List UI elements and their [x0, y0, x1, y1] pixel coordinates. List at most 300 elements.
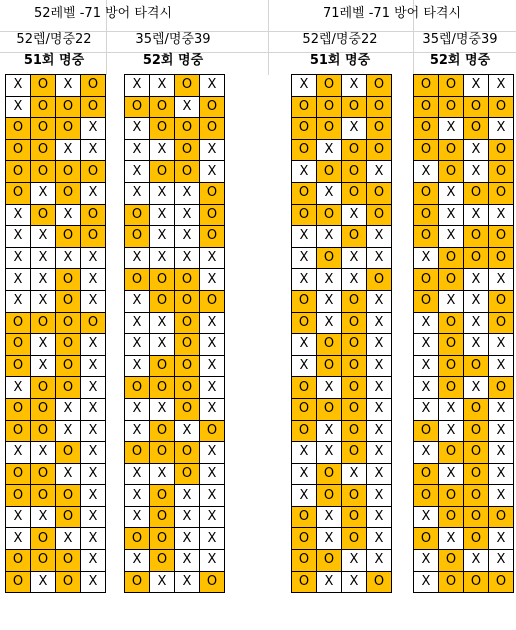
hit-cell[interactable]: O [414, 118, 439, 140]
hit-cell[interactable]: O [464, 506, 489, 528]
miss-cell[interactable]: X [439, 463, 464, 485]
hit-cell[interactable]: O [317, 463, 342, 485]
hit-cell[interactable]: O [31, 528, 56, 550]
miss-cell[interactable]: X [81, 269, 106, 291]
miss-cell[interactable]: X [200, 269, 225, 291]
miss-cell[interactable]: X [367, 550, 392, 572]
miss-cell[interactable]: X [175, 528, 200, 550]
miss-cell[interactable]: X [367, 420, 392, 442]
hit-cell[interactable]: O [31, 96, 56, 118]
miss-cell[interactable]: X [6, 377, 31, 399]
hit-cell[interactable]: O [464, 528, 489, 550]
hit-cell[interactable]: O [200, 96, 225, 118]
hit-cell[interactable]: O [342, 377, 367, 399]
miss-cell[interactable]: X [292, 355, 317, 377]
hit-cell[interactable]: O [439, 355, 464, 377]
hit-cell[interactable]: O [367, 571, 392, 593]
miss-cell[interactable]: X [175, 247, 200, 269]
miss-cell[interactable]: X [31, 442, 56, 464]
hit-cell[interactable]: O [31, 75, 56, 97]
hit-cell[interactable]: O [489, 290, 514, 312]
hit-cell[interactable]: O [56, 550, 81, 572]
miss-cell[interactable]: X [125, 485, 150, 507]
miss-cell[interactable]: X [200, 355, 225, 377]
hit-cell[interactable]: O [342, 182, 367, 204]
miss-cell[interactable]: X [81, 528, 106, 550]
miss-cell[interactable]: X [175, 506, 200, 528]
hit-cell[interactable]: O [292, 398, 317, 420]
miss-cell[interactable]: X [125, 161, 150, 183]
hit-cell[interactable]: O [6, 334, 31, 356]
miss-cell[interactable]: X [367, 506, 392, 528]
hit-cell[interactable]: O [342, 528, 367, 550]
miss-cell[interactable]: X [342, 118, 367, 140]
hit-cell[interactable]: O [489, 139, 514, 161]
miss-cell[interactable]: X [317, 528, 342, 550]
hit-cell[interactable]: O [292, 420, 317, 442]
hit-cell[interactable]: O [464, 182, 489, 204]
miss-cell[interactable]: X [342, 247, 367, 269]
hit-cell[interactable]: O [175, 269, 200, 291]
hit-cell[interactable]: O [150, 420, 175, 442]
miss-cell[interactable]: X [292, 463, 317, 485]
miss-cell[interactable]: X [31, 334, 56, 356]
miss-cell[interactable]: X [125, 139, 150, 161]
miss-cell[interactable]: X [200, 334, 225, 356]
hit-cell[interactable]: O [439, 96, 464, 118]
miss-cell[interactable]: X [489, 550, 514, 572]
miss-cell[interactable]: X [150, 75, 175, 97]
miss-cell[interactable]: X [81, 118, 106, 140]
miss-cell[interactable]: X [414, 571, 439, 593]
miss-cell[interactable]: X [125, 118, 150, 140]
hit-cell[interactable]: O [414, 204, 439, 226]
hit-cell[interactable]: O [125, 226, 150, 248]
hit-cell[interactable]: O [317, 161, 342, 183]
miss-cell[interactable]: X [317, 182, 342, 204]
miss-cell[interactable]: X [150, 463, 175, 485]
miss-cell[interactable]: X [317, 290, 342, 312]
miss-cell[interactable]: X [367, 398, 392, 420]
miss-cell[interactable]: X [150, 139, 175, 161]
hit-cell[interactable]: O [317, 247, 342, 269]
miss-cell[interactable]: X [175, 420, 200, 442]
hit-cell[interactable]: O [439, 161, 464, 183]
miss-cell[interactable]: X [292, 75, 317, 97]
hit-cell[interactable]: O [464, 247, 489, 269]
hit-cell[interactable]: O [125, 96, 150, 118]
hit-cell[interactable]: O [414, 96, 439, 118]
miss-cell[interactable]: X [414, 312, 439, 334]
miss-cell[interactable]: X [81, 442, 106, 464]
hit-cell[interactable]: O [464, 118, 489, 140]
hit-cell[interactable]: O [31, 204, 56, 226]
hit-cell[interactable]: O [292, 118, 317, 140]
hit-cell[interactable]: O [439, 75, 464, 97]
miss-cell[interactable]: X [367, 442, 392, 464]
hit-cell[interactable]: O [150, 550, 175, 572]
miss-cell[interactable]: X [439, 204, 464, 226]
miss-cell[interactable]: X [439, 528, 464, 550]
hit-cell[interactable]: O [6, 571, 31, 593]
hit-cell[interactable]: O [439, 485, 464, 507]
miss-cell[interactable]: X [489, 463, 514, 485]
hit-cell[interactable]: O [342, 96, 367, 118]
miss-cell[interactable]: X [175, 571, 200, 593]
miss-cell[interactable]: X [6, 75, 31, 97]
miss-cell[interactable]: X [175, 485, 200, 507]
miss-cell[interactable]: X [464, 161, 489, 183]
hit-cell[interactable]: O [342, 139, 367, 161]
miss-cell[interactable]: X [367, 355, 392, 377]
miss-cell[interactable]: X [125, 355, 150, 377]
hit-cell[interactable]: O [6, 485, 31, 507]
hit-cell[interactable]: O [342, 442, 367, 464]
miss-cell[interactable]: X [367, 226, 392, 248]
miss-cell[interactable]: X [367, 290, 392, 312]
hit-cell[interactable]: O [292, 377, 317, 399]
hit-cell[interactable]: O [489, 96, 514, 118]
hit-cell[interactable]: O [414, 269, 439, 291]
hit-cell[interactable]: O [414, 463, 439, 485]
miss-cell[interactable]: X [6, 506, 31, 528]
miss-cell[interactable]: X [125, 247, 150, 269]
hit-cell[interactable]: O [292, 204, 317, 226]
hit-cell[interactable]: O [439, 312, 464, 334]
miss-cell[interactable]: X [317, 442, 342, 464]
miss-cell[interactable]: X [292, 226, 317, 248]
hit-cell[interactable]: O [31, 550, 56, 572]
hit-cell[interactable]: O [175, 139, 200, 161]
hit-cell[interactable]: O [56, 485, 81, 507]
miss-cell[interactable]: X [439, 182, 464, 204]
miss-cell[interactable]: X [56, 204, 81, 226]
miss-cell[interactable]: X [31, 269, 56, 291]
miss-cell[interactable]: X [150, 398, 175, 420]
hit-cell[interactable]: O [125, 571, 150, 593]
hit-cell[interactable]: O [292, 139, 317, 161]
hit-cell[interactable]: O [150, 96, 175, 118]
hit-cell[interactable]: O [81, 96, 106, 118]
hit-cell[interactable]: O [489, 571, 514, 593]
hit-cell[interactable]: O [81, 75, 106, 97]
hit-cell[interactable]: O [150, 442, 175, 464]
miss-cell[interactable]: X [342, 571, 367, 593]
hit-cell[interactable]: O [31, 139, 56, 161]
hit-cell[interactable]: O [31, 485, 56, 507]
miss-cell[interactable]: X [6, 442, 31, 464]
hit-cell[interactable]: O [489, 377, 514, 399]
miss-cell[interactable]: X [367, 247, 392, 269]
miss-cell[interactable]: X [6, 247, 31, 269]
hit-cell[interactable]: O [56, 269, 81, 291]
hit-cell[interactable]: O [56, 161, 81, 183]
hit-cell[interactable]: O [150, 485, 175, 507]
miss-cell[interactable]: X [292, 161, 317, 183]
hit-cell[interactable]: O [464, 355, 489, 377]
hit-cell[interactable]: O [56, 226, 81, 248]
hit-cell[interactable]: O [56, 506, 81, 528]
miss-cell[interactable]: X [81, 463, 106, 485]
miss-cell[interactable]: X [56, 247, 81, 269]
miss-cell[interactable]: X [414, 355, 439, 377]
hit-cell[interactable]: O [292, 571, 317, 593]
miss-cell[interactable]: X [150, 226, 175, 248]
miss-cell[interactable]: X [414, 161, 439, 183]
hit-cell[interactable]: O [56, 442, 81, 464]
hit-cell[interactable]: O [317, 118, 342, 140]
hit-cell[interactable]: O [6, 463, 31, 485]
hit-cell[interactable]: O [317, 550, 342, 572]
hit-cell[interactable]: O [6, 161, 31, 183]
miss-cell[interactable]: X [81, 355, 106, 377]
hit-cell[interactable]: O [31, 312, 56, 334]
hit-cell[interactable]: O [150, 118, 175, 140]
miss-cell[interactable]: X [150, 334, 175, 356]
miss-cell[interactable]: X [125, 506, 150, 528]
hit-cell[interactable]: O [342, 161, 367, 183]
miss-cell[interactable]: X [125, 75, 150, 97]
miss-cell[interactable]: X [317, 506, 342, 528]
miss-cell[interactable]: X [200, 75, 225, 97]
hit-cell[interactable]: O [175, 442, 200, 464]
hit-cell[interactable]: O [31, 398, 56, 420]
hit-cell[interactable]: O [175, 355, 200, 377]
hit-cell[interactable]: O [439, 334, 464, 356]
hit-cell[interactable]: O [31, 118, 56, 140]
miss-cell[interactable]: X [367, 334, 392, 356]
hit-cell[interactable]: O [342, 226, 367, 248]
hit-cell[interactable]: O [292, 528, 317, 550]
miss-cell[interactable]: X [317, 571, 342, 593]
miss-cell[interactable]: X [200, 377, 225, 399]
hit-cell[interactable]: O [317, 204, 342, 226]
hit-cell[interactable]: O [200, 290, 225, 312]
hit-cell[interactable]: O [292, 290, 317, 312]
hit-cell[interactable]: O [342, 506, 367, 528]
miss-cell[interactable]: X [125, 463, 150, 485]
hit-cell[interactable]: O [414, 420, 439, 442]
hit-cell[interactable]: O [150, 377, 175, 399]
hit-cell[interactable]: O [56, 571, 81, 593]
hit-cell[interactable]: O [175, 377, 200, 399]
hit-cell[interactable]: O [317, 398, 342, 420]
miss-cell[interactable]: X [200, 506, 225, 528]
hit-cell[interactable]: O [56, 182, 81, 204]
miss-cell[interactable]: X [6, 290, 31, 312]
hit-cell[interactable]: O [175, 161, 200, 183]
hit-cell[interactable]: O [367, 269, 392, 291]
hit-cell[interactable]: O [367, 182, 392, 204]
miss-cell[interactable]: X [81, 334, 106, 356]
hit-cell[interactable]: O [175, 463, 200, 485]
miss-cell[interactable]: X [464, 290, 489, 312]
miss-cell[interactable]: X [367, 161, 392, 183]
hit-cell[interactable]: O [200, 118, 225, 140]
hit-cell[interactable]: O [367, 75, 392, 97]
hit-cell[interactable]: O [56, 355, 81, 377]
miss-cell[interactable]: X [175, 204, 200, 226]
miss-cell[interactable]: X [200, 247, 225, 269]
miss-cell[interactable]: X [6, 528, 31, 550]
hit-cell[interactable]: O [6, 118, 31, 140]
hit-cell[interactable]: O [489, 247, 514, 269]
hit-cell[interactable]: O [342, 290, 367, 312]
hit-cell[interactable]: O [31, 161, 56, 183]
miss-cell[interactable]: X [414, 334, 439, 356]
miss-cell[interactable]: X [200, 528, 225, 550]
hit-cell[interactable]: O [464, 463, 489, 485]
miss-cell[interactable]: X [150, 204, 175, 226]
hit-cell[interactable]: O [414, 290, 439, 312]
miss-cell[interactable]: X [342, 550, 367, 572]
miss-cell[interactable]: X [464, 139, 489, 161]
hit-cell[interactable]: O [81, 204, 106, 226]
miss-cell[interactable]: X [150, 571, 175, 593]
miss-cell[interactable]: X [31, 247, 56, 269]
hit-cell[interactable]: O [464, 420, 489, 442]
miss-cell[interactable]: X [489, 204, 514, 226]
hit-cell[interactable]: O [439, 247, 464, 269]
miss-cell[interactable]: X [56, 528, 81, 550]
miss-cell[interactable]: X [317, 377, 342, 399]
hit-cell[interactable]: O [6, 550, 31, 572]
hit-cell[interactable]: O [150, 161, 175, 183]
miss-cell[interactable]: X [317, 420, 342, 442]
hit-cell[interactable]: O [342, 355, 367, 377]
miss-cell[interactable]: X [81, 550, 106, 572]
hit-cell[interactable]: O [150, 506, 175, 528]
miss-cell[interactable]: X [31, 506, 56, 528]
miss-cell[interactable]: X [439, 118, 464, 140]
miss-cell[interactable]: X [200, 550, 225, 572]
miss-cell[interactable]: X [439, 290, 464, 312]
hit-cell[interactable]: O [342, 485, 367, 507]
hit-cell[interactable]: O [464, 226, 489, 248]
miss-cell[interactable]: X [292, 247, 317, 269]
miss-cell[interactable]: X [150, 247, 175, 269]
miss-cell[interactable]: X [125, 182, 150, 204]
hit-cell[interactable]: O [175, 334, 200, 356]
hit-cell[interactable]: O [439, 506, 464, 528]
miss-cell[interactable]: X [125, 290, 150, 312]
miss-cell[interactable]: X [489, 442, 514, 464]
miss-cell[interactable]: X [489, 269, 514, 291]
miss-cell[interactable]: X [414, 247, 439, 269]
hit-cell[interactable]: O [175, 312, 200, 334]
hit-cell[interactable]: O [342, 312, 367, 334]
miss-cell[interactable]: X [464, 377, 489, 399]
miss-cell[interactable]: X [367, 528, 392, 550]
miss-cell[interactable]: X [81, 290, 106, 312]
hit-cell[interactable]: O [56, 118, 81, 140]
hit-cell[interactable]: O [464, 96, 489, 118]
hit-cell[interactable]: O [439, 550, 464, 572]
miss-cell[interactable]: X [489, 355, 514, 377]
miss-cell[interactable]: X [6, 204, 31, 226]
miss-cell[interactable]: X [464, 75, 489, 97]
miss-cell[interactable]: X [125, 312, 150, 334]
hit-cell[interactable]: O [56, 334, 81, 356]
hit-cell[interactable]: O [317, 485, 342, 507]
hit-cell[interactable]: O [317, 96, 342, 118]
hit-cell[interactable]: O [464, 398, 489, 420]
miss-cell[interactable]: X [317, 312, 342, 334]
miss-cell[interactable]: X [367, 312, 392, 334]
hit-cell[interactable]: O [6, 312, 31, 334]
hit-cell[interactable]: O [464, 485, 489, 507]
miss-cell[interactable]: X [342, 75, 367, 97]
hit-cell[interactable]: O [439, 571, 464, 593]
miss-cell[interactable]: X [6, 96, 31, 118]
hit-cell[interactable]: O [489, 506, 514, 528]
hit-cell[interactable]: O [6, 420, 31, 442]
hit-cell[interactable]: O [150, 269, 175, 291]
miss-cell[interactable]: X [489, 75, 514, 97]
miss-cell[interactable]: X [175, 182, 200, 204]
miss-cell[interactable]: X [367, 463, 392, 485]
miss-cell[interactable]: X [489, 398, 514, 420]
miss-cell[interactable]: X [292, 334, 317, 356]
miss-cell[interactable]: X [81, 398, 106, 420]
hit-cell[interactable]: O [489, 182, 514, 204]
hit-cell[interactable]: O [81, 161, 106, 183]
miss-cell[interactable]: X [56, 463, 81, 485]
hit-cell[interactable]: O [292, 550, 317, 572]
miss-cell[interactable]: X [175, 226, 200, 248]
hit-cell[interactable]: O [489, 226, 514, 248]
hit-cell[interactable]: O [200, 226, 225, 248]
hit-cell[interactable]: O [414, 139, 439, 161]
miss-cell[interactable]: X [81, 420, 106, 442]
hit-cell[interactable]: O [31, 463, 56, 485]
hit-cell[interactable]: O [125, 528, 150, 550]
hit-cell[interactable]: O [489, 312, 514, 334]
hit-cell[interactable]: O [56, 312, 81, 334]
hit-cell[interactable]: O [150, 290, 175, 312]
hit-cell[interactable]: O [367, 118, 392, 140]
hit-cell[interactable]: O [439, 377, 464, 399]
miss-cell[interactable]: X [31, 571, 56, 593]
miss-cell[interactable]: X [414, 506, 439, 528]
hit-cell[interactable]: O [175, 290, 200, 312]
hit-cell[interactable]: O [56, 96, 81, 118]
miss-cell[interactable]: X [56, 420, 81, 442]
hit-cell[interactable]: O [125, 269, 150, 291]
miss-cell[interactable]: X [56, 398, 81, 420]
hit-cell[interactable]: O [200, 204, 225, 226]
miss-cell[interactable]: X [125, 550, 150, 572]
miss-cell[interactable]: X [125, 398, 150, 420]
miss-cell[interactable]: X [342, 204, 367, 226]
hit-cell[interactable]: O [200, 420, 225, 442]
miss-cell[interactable]: X [317, 269, 342, 291]
miss-cell[interactable]: X [414, 550, 439, 572]
hit-cell[interactable]: O [414, 182, 439, 204]
miss-cell[interactable]: X [81, 139, 106, 161]
miss-cell[interactable]: X [342, 463, 367, 485]
miss-cell[interactable]: X [175, 550, 200, 572]
miss-cell[interactable]: X [200, 312, 225, 334]
miss-cell[interactable]: X [200, 463, 225, 485]
miss-cell[interactable]: X [292, 442, 317, 464]
hit-cell[interactable]: O [317, 334, 342, 356]
miss-cell[interactable]: X [464, 334, 489, 356]
hit-cell[interactable]: O [414, 485, 439, 507]
hit-cell[interactable]: O [125, 442, 150, 464]
miss-cell[interactable]: X [200, 485, 225, 507]
miss-cell[interactable]: X [81, 182, 106, 204]
